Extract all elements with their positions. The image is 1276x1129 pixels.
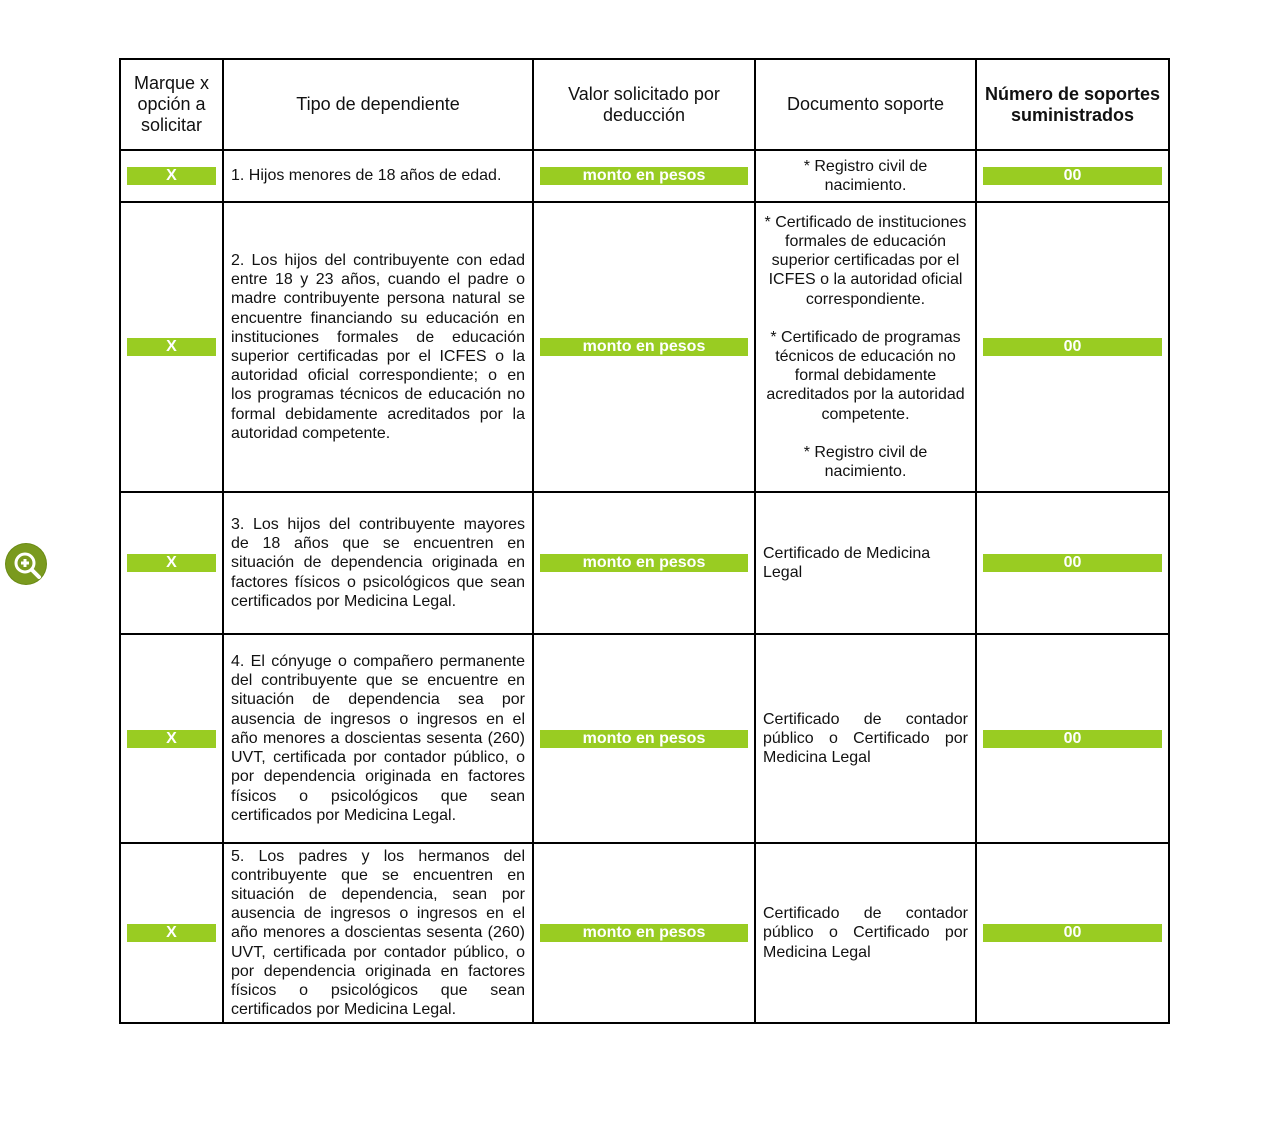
document-cell xyxy=(755,634,976,843)
dependent-description: 3. Los hijos del contribuyente mayores de 18 años que se encuentren en situación de dependencia originada en factores físicos o psicológicos que sean certificados por Medicina Legal. xyxy=(223,492,533,634)
document-line: * Certificado de instituciones formales de educación superior certificadas por el ICFES o la autoridad oficial correspondiente. xyxy=(764,213,967,308)
document-cell xyxy=(755,202,976,492)
mark-box[interactable]: X xyxy=(127,730,216,748)
header-count: Número de soportes suministrados xyxy=(976,59,1169,150)
table-row xyxy=(120,202,1169,492)
document-line: * Registro civil de nacimiento. xyxy=(803,157,928,194)
document-cell xyxy=(755,492,976,634)
header-row xyxy=(120,59,1169,150)
zoom-in-icon xyxy=(6,544,46,584)
value-input[interactable]: monto en pesos xyxy=(540,167,748,185)
count-input[interactable]: 00 xyxy=(983,167,1162,185)
mark-cell[interactable] xyxy=(120,492,223,634)
table-row xyxy=(120,843,1169,1023)
table-row xyxy=(120,492,1169,634)
document-line: * Certificado de programas técnicos de educación no formal debidamente acreditados por la autoridad competente. xyxy=(766,328,965,423)
document-line: Certificado de contador público o Certificado por Medicina Legal xyxy=(763,710,968,767)
dependent-description: 5. Los padres y los hermanos del contribuyente que se encuentren en situación de dependencia, sean por ausencia de ingresos o ingresos en el año menores a doscientas sesenta (260) UVT, certificada por contador público, o por dependencia originada en factores físicos o psicológicos que sean certificados por Medicina Legal. xyxy=(223,843,533,1023)
count-cell[interactable] xyxy=(976,634,1169,843)
count-input[interactable]: 00 xyxy=(983,730,1162,748)
count-input[interactable]: 00 xyxy=(983,554,1162,572)
mark-box[interactable]: X xyxy=(127,554,216,572)
table-row xyxy=(120,150,1169,202)
dependent-description: 4. El cónyuge o compañero permanente del contribuyente que se encuentre en situación de dependencia sea por ausencia de ingresos o ingresos en el año menores a doscientas sesenta (260) UVT, certificada por contador público, o por dependencia originada en factores físicos o psicológicos que sean certificados por Medicina Legal. xyxy=(223,634,533,843)
value-cell[interactable] xyxy=(533,634,755,843)
table-row xyxy=(120,634,1169,843)
value-input[interactable]: monto en pesos xyxy=(540,338,748,356)
value-cell[interactable] xyxy=(533,150,755,202)
count-cell[interactable] xyxy=(976,150,1169,202)
mark-cell[interactable] xyxy=(120,634,223,843)
dependent-description: 1. Hijos menores de 18 años de edad. xyxy=(223,150,533,202)
document-cell xyxy=(755,150,976,202)
header-mark: Marque x opción a solicitar xyxy=(120,59,223,150)
value-cell[interactable] xyxy=(533,202,755,492)
mark-box[interactable]: X xyxy=(127,924,216,942)
dependents-table xyxy=(119,58,1170,1024)
document-line: * Registro civil de nacimiento. xyxy=(803,443,928,481)
header-document: Documento soporte xyxy=(755,59,976,150)
value-input[interactable]: monto en pesos xyxy=(540,730,748,748)
dependents-table-container xyxy=(119,58,1168,1024)
count-cell[interactable] xyxy=(976,492,1169,634)
count-cell[interactable] xyxy=(976,843,1169,1023)
value-input[interactable]: monto en pesos xyxy=(540,924,748,942)
zoom-in-button[interactable] xyxy=(6,544,46,584)
value-cell[interactable] xyxy=(533,492,755,634)
mark-box[interactable]: X xyxy=(127,167,216,185)
document-cell xyxy=(755,843,976,1023)
value-input[interactable]: monto en pesos xyxy=(540,554,748,572)
value-cell[interactable] xyxy=(533,843,755,1023)
mark-box[interactable]: X xyxy=(127,338,216,356)
document-line: Certificado de Medicina Legal xyxy=(763,544,931,581)
mark-cell[interactable] xyxy=(120,202,223,492)
mark-cell[interactable] xyxy=(120,150,223,202)
count-input[interactable]: 00 xyxy=(983,924,1162,942)
dependent-description: 2. Los hijos del contribuyente con edad entre 18 y 23 años, cuando el padre o madre contribuyente persona natural se encuentre financiando su educación en instituciones formales de educación superior certificadas por el ICFES o la autoridad oficial correspondiente; o en los programas técnicos de educación no formal debidamente acreditados por la autoridad competente. xyxy=(223,202,533,492)
header-value: Valor solicitado por deducción xyxy=(533,59,755,150)
count-input[interactable]: 00 xyxy=(983,338,1162,356)
document-line: Certificado de contador público o Certificado por Medicina Legal xyxy=(763,905,968,961)
count-cell[interactable] xyxy=(976,202,1169,492)
header-type: Tipo de dependiente xyxy=(223,59,533,150)
mark-cell[interactable] xyxy=(120,843,223,1023)
